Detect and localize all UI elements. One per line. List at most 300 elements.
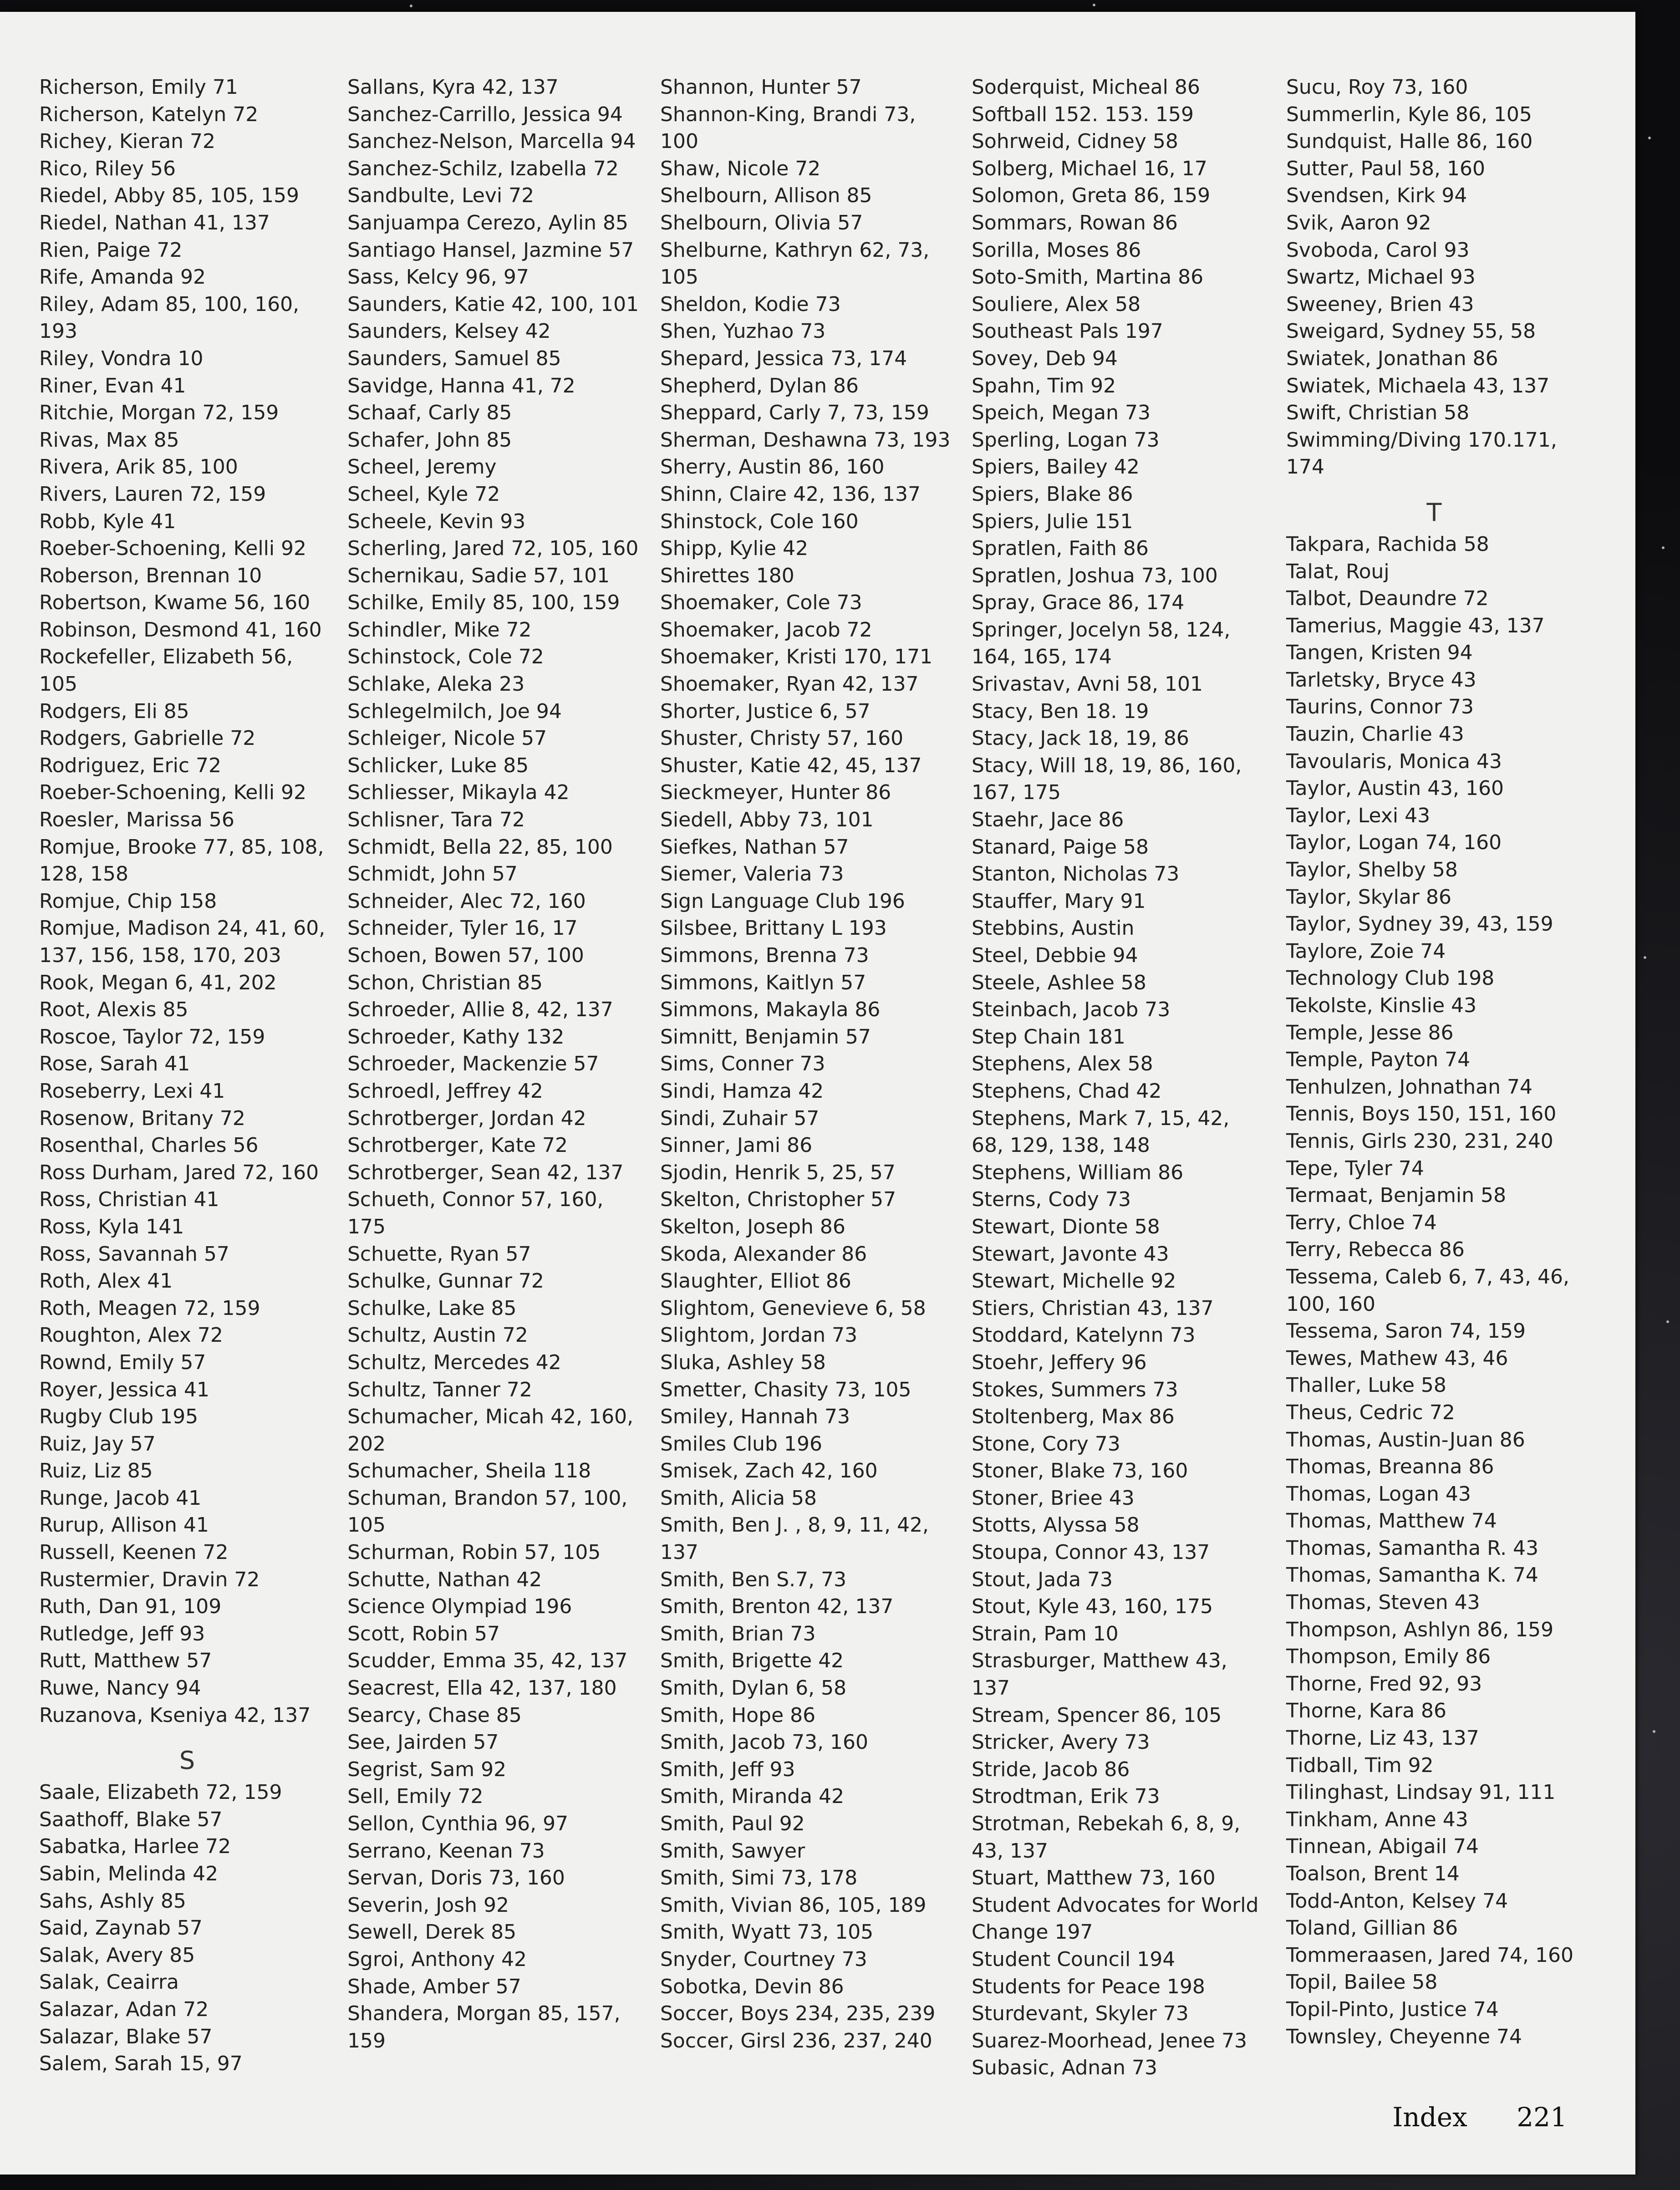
index-entry: Sucu, Roy 73, 160 xyxy=(1286,76,1468,99)
index-entry: Ruiz, Liz 85 xyxy=(39,1459,153,1483)
index-entry: Riley, Adam 85, 100, 160, 193 xyxy=(39,292,300,343)
index-entry: Scott, Robin 57 xyxy=(347,1622,500,1645)
index-entry: Ross, Savannah 57 xyxy=(39,1242,229,1266)
index-entry: Sanchez-Nelson, Marcella 94 xyxy=(347,130,636,153)
index-entry: Roberson, Brennan 10 xyxy=(39,564,262,587)
index-entry: Rosenow, Britany 72 xyxy=(39,1106,245,1130)
index-entry: Shaw, Nicole 72 xyxy=(660,157,821,180)
index-entry: Schroeder, Allie 8, 42, 137 xyxy=(347,998,613,1022)
index-entry: Stacy, Ben 18. 19 xyxy=(972,699,1149,723)
index-entry: Strodtman, Erik 73 xyxy=(972,1785,1160,1808)
index-entry: Smith, Ben J. , 8, 9, 11, 42, 137 xyxy=(660,1513,929,1564)
index-entry: Shirettes 180 xyxy=(660,564,794,587)
index-entry: Saathoff, Blake 57 xyxy=(39,1808,223,1831)
index-entry: Shelbourn, Allison 85 xyxy=(660,184,872,208)
index-entry: Springer, Jocelyn 58, 124, 164, 165, 174 xyxy=(972,618,1231,669)
index-entry: Taylor, Sydney 39, 43, 159 xyxy=(1286,912,1553,936)
index-column-5 xyxy=(1286,74,1582,2050)
index-entry: Scudder, Emma 35, 42, 137 xyxy=(347,1649,628,1673)
index-entry: Smith, Hope 86 xyxy=(660,1703,816,1727)
index-entry: Roughton, Alex 72 xyxy=(39,1324,223,1347)
index-entry: Sutter, Paul 58, 160 xyxy=(1286,157,1486,180)
index-entry: Santiago Hansel, Jazmine 57 xyxy=(347,238,634,262)
index-entry: Riley, Vondra 10 xyxy=(39,346,204,370)
index-entry: Schlegelmilch, Joe 94 xyxy=(347,699,562,723)
index-entry: Shuster, Katie 42, 45, 137 xyxy=(660,754,922,777)
index-entry: Rugby Club 195 xyxy=(39,1405,199,1429)
index-entry: Severin, Josh 92 xyxy=(347,1893,509,1917)
index-entry: Stout, Kyle 43, 160, 175 xyxy=(972,1595,1213,1619)
index-entry: Ross, Kyla 141 xyxy=(39,1215,184,1238)
index-entry: Schliesser, Mikayla 42 xyxy=(347,781,570,805)
index-entry: Sass, Kelcy 96, 97 xyxy=(347,265,529,289)
index-entry: Schoen, Bowen 57, 100 xyxy=(347,944,584,967)
index-entry: Schrotberger, Kate 72 xyxy=(347,1134,568,1157)
index-entry: Smith, Miranda 42 xyxy=(660,1785,845,1808)
index-entry: Terry, Rebecca 86 xyxy=(1286,1238,1465,1262)
index-entry: Rodgers, Gabrielle 72 xyxy=(39,727,256,750)
index-entry: Richerson, Katelyn 72 xyxy=(39,102,259,126)
index-entry: Stephens, William 86 xyxy=(972,1161,1184,1184)
index-entry: Sabin, Melinda 42 xyxy=(39,1862,219,1885)
index-entry: Simmons, Brenna 73 xyxy=(660,944,869,967)
index-entry: Sewell, Derek 85 xyxy=(347,1920,517,1944)
index-entry: Robb, Kyle 41 xyxy=(39,509,176,533)
index-entry: Saale, Elizabeth 72, 159 xyxy=(39,1781,282,1804)
index-entry: Slaughter, Elliot 86 xyxy=(660,1269,851,1293)
index-entry: Shade, Amber 57 xyxy=(347,1975,521,1998)
index-entry: Spratlen, Joshua 73, 100 xyxy=(972,564,1218,587)
index-entry: Russell, Keenen 72 xyxy=(39,1541,229,1564)
index-entry: Schlisner, Tara 72 xyxy=(347,808,525,832)
index-entry: Students for Peace 198 xyxy=(972,1975,1205,1998)
index-entry: Smiles Club 196 xyxy=(660,1432,822,1456)
index-entry: Taylor, Skylar 86 xyxy=(1286,885,1451,909)
index-entry: Shuster, Christy 57, 160 xyxy=(660,727,904,750)
index-entry: Stacy, Will 18, 19, 86, 160, 167, 175 xyxy=(972,754,1242,805)
index-entry: Stephens, Alex 58 xyxy=(972,1052,1153,1076)
index-entry: Schrotberger, Jordan 42 xyxy=(347,1106,586,1130)
index-entry: Thomas, Logan 43 xyxy=(1286,1482,1471,1506)
index-entry: Stebbins, Austin xyxy=(972,917,1135,940)
index-entry: Stephens, Chad 42 xyxy=(972,1079,1162,1103)
index-entry: Ross Durham, Jared 72, 160 xyxy=(39,1161,319,1184)
index-entry: Smith, Wyatt 73, 105 xyxy=(660,1920,874,1944)
index-entry: Said, Zaynab 57 xyxy=(39,1916,203,1940)
index-entry: Stotts, Alyssa 58 xyxy=(972,1513,1140,1537)
index-entry: Riedel, Nathan 41, 137 xyxy=(39,211,270,234)
index-entry: Tavoularis, Monica 43 xyxy=(1286,749,1502,773)
index-entry: Smiley, Hannah 73 xyxy=(660,1405,850,1429)
index-entry: Stricker, Avery 73 xyxy=(972,1731,1150,1754)
index-entry: Tidball, Tim 92 xyxy=(1286,1753,1434,1777)
index-entry: Smisek, Zach 42, 160 xyxy=(660,1459,878,1483)
index-entry: Thomas, Samantha K. 74 xyxy=(1286,1564,1538,1587)
index-entry: Takpara, Rachida 58 xyxy=(1286,532,1489,556)
index-entry: Runge, Jacob 41 xyxy=(39,1486,202,1510)
footer-section-title: Index xyxy=(1392,2102,1467,2133)
index-entry: Sobotka, Devin 86 xyxy=(660,1975,844,1998)
index-entry: Rustermier, Dravin 72 xyxy=(39,1568,260,1591)
index-entry: Rockefeller, Elizabeth 56, 105 xyxy=(39,645,293,696)
index-column-4 xyxy=(972,74,1268,2082)
index-entry: Solberg, Michael 16, 17 xyxy=(972,157,1207,180)
index-entry: Topil, Bailee 58 xyxy=(1286,1971,1438,1994)
index-entry: Sindi, Zuhair 57 xyxy=(660,1106,820,1130)
index-entry: Toland, Gillian 86 xyxy=(1286,1916,1458,1940)
index-entry: Stoehr, Jeffery 96 xyxy=(972,1350,1147,1374)
index-entry: Swimming/Diving 170.171, 174 xyxy=(1286,428,1557,479)
index-entry: Sperling, Logan 73 xyxy=(972,428,1160,452)
index-entry: Sabatka, Harlee 72 xyxy=(39,1835,231,1859)
index-entry: Savidge, Hanna 41, 72 xyxy=(347,374,575,397)
index-entry: See, Jairden 57 xyxy=(347,1731,499,1754)
index-entry: Rutledge, Jeff 93 xyxy=(39,1622,205,1645)
index-entry: Snyder, Courtney 73 xyxy=(660,1947,867,1971)
index-entry: Scheel, Kyle 72 xyxy=(347,482,500,506)
index-entry: Sherman, Deshawna 73, 193 xyxy=(660,428,951,452)
index-entry: Sheppard, Carly 7, 73, 159 xyxy=(660,401,929,425)
index-entry: Stoner, Briee 43 xyxy=(972,1486,1135,1510)
index-entry: Rivera, Arik 85, 100 xyxy=(39,455,238,479)
index-entry: Skelton, Joseph 86 xyxy=(660,1215,845,1238)
index-entry: Smith, Brigette 42 xyxy=(660,1649,844,1673)
index-entry: Servan, Doris 73, 160 xyxy=(347,1866,565,1890)
index-list-s-start xyxy=(39,1779,335,2078)
index-entry: Stone, Cory 73 xyxy=(972,1432,1120,1456)
index-entry: Tamerius, Maggie 43, 137 xyxy=(1286,614,1545,637)
index-entry: Swiatek, Jonathan 86 xyxy=(1286,346,1498,370)
index-entry: Smith, Ben S.7, 73 xyxy=(660,1568,847,1591)
page-number: 221 xyxy=(1517,2102,1567,2133)
index-entry: Siedell, Abby 73, 101 xyxy=(660,808,874,832)
index-list xyxy=(660,74,956,2054)
index-entry: Shannon, Hunter 57 xyxy=(660,76,862,99)
index-list-s-end xyxy=(1286,74,1582,481)
index-entry: Thomas, Matthew 74 xyxy=(1286,1509,1497,1533)
index-entry: Sandbulte, Levi 72 xyxy=(347,184,535,208)
page-footer xyxy=(1392,2102,1567,2133)
index-entry: Royer, Jessica 41 xyxy=(39,1378,209,1401)
index-entry: Schroedl, Jeffrey 42 xyxy=(347,1079,543,1103)
index-entry: Thorne, Liz 43, 137 xyxy=(1286,1727,1479,1750)
index-entry: Skoda, Alexander 86 xyxy=(660,1242,867,1266)
index-entry: Topil-Pinto, Justice 74 xyxy=(1286,1997,1499,2021)
index-entry: Root, Alexis 85 xyxy=(39,998,188,1022)
index-entry: Thompson, Emily 86 xyxy=(1286,1645,1491,1669)
index-entry: Taylor, Lexi 43 xyxy=(1286,804,1431,827)
index-entry: Staehr, Jace 86 xyxy=(972,808,1124,832)
index-entry: Schinstock, Cole 72 xyxy=(347,645,544,669)
index-entry: Ruiz, Jay 57 xyxy=(39,1432,156,1456)
index-entry: Tessema, Saron 74, 159 xyxy=(1286,1319,1526,1343)
index-entry: Schneider, Tyler 16, 17 xyxy=(347,917,578,940)
index-entry: Talat, Rouj xyxy=(1286,560,1390,583)
index-entry: Smith, Paul 92 xyxy=(660,1812,805,1835)
index-entry: Soccer, Girsl 236, 237, 240 xyxy=(660,2029,932,2052)
index-entry: Sieckmeyer, Hunter 86 xyxy=(660,781,891,805)
index-entry: Taurins, Connor 73 xyxy=(1286,695,1474,719)
index-entry: Simmons, Makayla 86 xyxy=(660,998,881,1022)
index-entry: Speich, Megan 73 xyxy=(972,401,1151,425)
index-entry: Riner, Evan 41 xyxy=(39,374,186,397)
index-entry: Sheldon, Kodie 73 xyxy=(660,292,841,316)
index-entry: Smetter, Chasity 73, 105 xyxy=(660,1378,911,1401)
index-entry: Spray, Grace 86, 174 xyxy=(972,591,1185,615)
index-entry: Shinstock, Cole 160 xyxy=(660,509,859,533)
index-entry: Shelburne, Kathryn 62, 73, 105 xyxy=(660,238,930,289)
index-entry: Taylor, Logan 74, 160 xyxy=(1286,831,1502,855)
index-entry: Smith, Jacob 73, 160 xyxy=(660,1731,869,1754)
index-entry: Rownd, Emily 57 xyxy=(39,1350,206,1374)
index-entry: Smith, Brian 73 xyxy=(660,1622,816,1645)
index-entry: Sgroi, Anthony 42 xyxy=(347,1947,527,1971)
index-entry: Shen, Yuzhao 73 xyxy=(660,320,826,343)
index-entry: Schernikau, Sadie 57, 101 xyxy=(347,564,610,587)
index-entry: Sweeney, Brien 43 xyxy=(1286,292,1474,316)
index-entry: Schindler, Mike 72 xyxy=(347,618,532,642)
index-entry: Rien, Paige 72 xyxy=(39,238,183,262)
index-entry: Roth, Meagen 72, 159 xyxy=(39,1296,260,1320)
index-entry: Shinn, Claire 42, 136, 137 xyxy=(660,482,921,506)
index-entry: Smith, Dylan 6, 58 xyxy=(660,1676,847,1700)
index-column-2 xyxy=(347,74,643,2054)
index-entry: Rodgers, Eli 85 xyxy=(39,699,189,723)
index-entry: Thomas, Steven 43 xyxy=(1286,1591,1480,1614)
star xyxy=(1644,956,1646,959)
index-entry: Scherling, Jared 72, 105, 160 xyxy=(347,537,639,560)
index-entry: Schroeder, Mackenzie 57 xyxy=(347,1052,599,1076)
index-entry: Student Advocates for World Change 197 xyxy=(972,1893,1259,1944)
index-entry: Salak, Avery 85 xyxy=(39,1943,195,1967)
index-entry: Schuman, Brandon 57, 100, 105 xyxy=(347,1486,628,1537)
index-entry: Stride, Jacob 86 xyxy=(972,1757,1130,1781)
index-entry: Schulke, Gunnar 72 xyxy=(347,1269,544,1293)
index-entry: Todd-Anton, Kelsey 74 xyxy=(1286,1889,1508,1913)
index-entry: Rosenthal, Charles 56 xyxy=(39,1134,259,1157)
index-entry: Skelton, Christopher 57 xyxy=(660,1188,896,1212)
index-entry: Salazar, Blake 57 xyxy=(39,2025,213,2048)
index-entry: Soccer, Boys 234, 235, 239 xyxy=(660,2002,936,2026)
index-entry: Stewart, Michelle 92 xyxy=(972,1269,1176,1293)
index-entry: Tauzin, Charlie 43 xyxy=(1286,723,1464,746)
index-entry: Spiers, Julie 151 xyxy=(972,509,1133,533)
index-entry: Stout, Jada 73 xyxy=(972,1568,1113,1591)
index-entry: Solomon, Greta 86, 159 xyxy=(972,184,1211,208)
index-entry: Sundquist, Halle 86, 160 xyxy=(1286,130,1533,153)
index-entry: Stewart, Javonte 43 xyxy=(972,1242,1169,1266)
index-entry: Robinson, Desmond 41, 160 xyxy=(39,618,322,642)
index-entry: Steinbach, Jacob 73 xyxy=(972,998,1171,1022)
index-entry: Simmons, Kaitlyn 57 xyxy=(660,971,866,994)
index-entry: Tenhulzen, Johnathan 74 xyxy=(1286,1075,1532,1099)
index-entry: Sims, Conner 73 xyxy=(660,1052,825,1076)
index-entry: Stauffer, Mary 91 xyxy=(972,889,1146,913)
index-entry: Sjodin, Henrik 5, 25, 57 xyxy=(660,1161,896,1184)
index-entry: Sterns, Cody 73 xyxy=(972,1188,1131,1212)
index-entry: Svik, Aaron 92 xyxy=(1286,211,1431,234)
index-entry: Strasburger, Matthew 43, 137 xyxy=(972,1649,1227,1700)
index-entry: Rico, Riley 56 xyxy=(39,157,176,180)
index-entry: Sahs, Ashly 85 xyxy=(39,1889,186,1913)
index-entry: Swartz, Michael 93 xyxy=(1286,265,1476,289)
index-entry: Siemer, Valeria 73 xyxy=(660,862,844,886)
index-entry: Salak, Ceairra xyxy=(39,1971,179,1994)
index-entry: Roesler, Marissa 56 xyxy=(39,808,234,832)
index-list-t xyxy=(1286,531,1582,2050)
index-entry: Tepe, Tyler 74 xyxy=(1286,1156,1424,1180)
index-entry: Sellon, Cynthia 96, 97 xyxy=(347,1812,569,1835)
index-entry: Rutt, Matthew 57 xyxy=(39,1649,212,1673)
index-entry: Stewart, Dionte 58 xyxy=(972,1215,1160,1238)
index-entry: Rife, Amanda 92 xyxy=(39,265,206,289)
index-entry: Smith, Vivian 86, 105, 189 xyxy=(660,1893,927,1917)
index-entry: Segrist, Sam 92 xyxy=(347,1757,507,1781)
index-entry: Sohrweid, Cidney 58 xyxy=(972,130,1178,153)
index-entry: Shepherd, Dylan 86 xyxy=(660,374,859,397)
index-entry: Shepard, Jessica 73, 174 xyxy=(660,346,907,370)
index-entry: Stiers, Christian 43, 137 xyxy=(972,1296,1214,1320)
index-entry: Sweigard, Sydney 55, 58 xyxy=(1286,320,1536,343)
index-entry: Shoemaker, Ryan 42, 137 xyxy=(660,672,919,696)
index-entry: Stokes, Summers 73 xyxy=(972,1378,1178,1401)
index-entry: Saunders, Katie 42, 100, 101 xyxy=(347,292,639,316)
index-entry: Steele, Ashlee 58 xyxy=(972,971,1146,994)
index-entry: Shipp, Kylie 42 xyxy=(660,537,809,560)
index-entry: Spratlen, Faith 86 xyxy=(972,537,1149,560)
index-entry: Thomas, Samantha R. 43 xyxy=(1286,1536,1539,1560)
index-entry: Schutte, Nathan 42 xyxy=(347,1568,542,1591)
index-entry: Townsley, Cheyenne 74 xyxy=(1286,2025,1522,2048)
index-entry: Roscoe, Taylor 72, 159 xyxy=(39,1025,265,1049)
index-entry: Srivastav, Avni 58, 101 xyxy=(972,672,1203,696)
index-entry: Stacy, Jack 18, 19, 86 xyxy=(972,727,1189,750)
index-entry: Temple, Payton 74 xyxy=(1286,1048,1471,1072)
index-entry: Shannon-King, Brandi 73, 100 xyxy=(660,102,916,153)
index-entry: Tarletsky, Bryce 43 xyxy=(1286,668,1476,692)
index-entry: Romjue, Brooke 77, 85, 108, 128, 158 xyxy=(39,835,324,886)
index-entry: Sorilla, Moses 86 xyxy=(972,238,1141,262)
index-entry: Thomas, Austin-Juan 86 xyxy=(1286,1428,1525,1452)
index-entry: Taylor, Shelby 58 xyxy=(1286,858,1458,882)
index-entry: Tinkham, Anne 43 xyxy=(1286,1808,1468,1831)
index-entry: Richey, Kieran 72 xyxy=(39,130,216,153)
index-entry: Schilke, Emily 85, 100, 159 xyxy=(347,591,620,615)
index-entry: Theus, Cedric 72 xyxy=(1286,1401,1455,1424)
index-entry: Romjue, Madison 24, 41, 60, 137, 156, 158, 170, 203 xyxy=(39,917,326,967)
index-entry: Schafer, John 85 xyxy=(347,428,512,452)
star xyxy=(1662,546,1665,549)
index-entry: Shorter, Justice 6, 57 xyxy=(660,699,871,723)
index-entry: Stephens, Mark 7, 15, 42, 68, 129, 138, 148 xyxy=(972,1106,1230,1157)
index-entry: Tennis, Girls 230, 231, 240 xyxy=(1286,1129,1553,1153)
index-entry: Ritchie, Morgan 72, 159 xyxy=(39,401,279,425)
index-entry: Sovey, Deb 94 xyxy=(972,346,1118,370)
index-entry: Ruth, Dan 91, 109 xyxy=(39,1595,222,1619)
index-entry: Svendsen, Kirk 94 xyxy=(1286,184,1467,208)
index-entry: Smith, Alicia 58 xyxy=(660,1486,817,1510)
index-entry: Shoemaker, Cole 73 xyxy=(660,591,862,615)
index-entry: Swiatek, Michaela 43, 137 xyxy=(1286,374,1550,397)
index-entry: Tewes, Mathew 43, 46 xyxy=(1286,1346,1508,1370)
index-entry: Schultz, Mercedes 42 xyxy=(347,1350,561,1374)
index-entry: Thorne, Fred 92, 93 xyxy=(1286,1672,1482,1696)
index-entry: Ross, Christian 41 xyxy=(39,1188,219,1212)
index-entry: Simnitt, Benjamin 57 xyxy=(660,1025,871,1049)
index-entry: Slightom, Genevieve 6, 58 xyxy=(660,1296,926,1320)
index-entry: Stuart, Matthew 73, 160 xyxy=(972,1866,1216,1890)
index-entry: Stoupa, Connor 43, 137 xyxy=(972,1541,1210,1564)
index-entry: Serrano, Keenan 73 xyxy=(347,1839,545,1863)
index-entry: Svoboda, Carol 93 xyxy=(1286,238,1470,262)
index-entry: Romjue, Chip 158 xyxy=(39,889,217,913)
index-entry: Schumacher, Micah 42, 160, 202 xyxy=(347,1405,634,1456)
index-entry: Schneider, Alec 72, 160 xyxy=(347,889,586,913)
index-entry: Schon, Christian 85 xyxy=(347,971,543,994)
index-entry: Sell, Emily 72 xyxy=(347,1785,484,1808)
index-entry: Southeast Pals 197 xyxy=(972,320,1163,343)
index-entry: Robertson, Kwame 56, 160 xyxy=(39,591,311,615)
index-entry: Tessema, Caleb 6, 7, 43, 46, 100, 160 xyxy=(1286,1265,1569,1316)
index-page xyxy=(0,12,1635,2175)
index-entry: Sommars, Rowan 86 xyxy=(972,211,1178,234)
index-entry: Smith, Sawyer xyxy=(660,1839,805,1863)
index-entry: Schuette, Ryan 57 xyxy=(347,1242,531,1266)
index-entry: Soderquist, Micheal 86 xyxy=(972,76,1200,99)
index-entry: Salem, Sarah 15, 97 xyxy=(39,2052,243,2076)
index-entry: Scheele, Kevin 93 xyxy=(347,509,526,533)
index-entry: Schlicker, Luke 85 xyxy=(347,754,529,777)
star xyxy=(1666,1320,1669,1323)
index-entry: Technology Club 198 xyxy=(1286,967,1495,990)
index-entry: Scheel, Jeremy xyxy=(347,455,497,479)
index-entry: Shoemaker, Jacob 72 xyxy=(660,618,872,642)
index-entry: Roth, Alex 41 xyxy=(39,1269,173,1293)
index-entry: Spiers, Bailey 42 xyxy=(972,455,1140,479)
index-entry: Rivas, Max 85 xyxy=(39,428,179,452)
index-entry: Schultz, Austin 72 xyxy=(347,1324,528,1347)
index-list xyxy=(347,74,643,2054)
index-entry: Stoltenberg, Max 86 xyxy=(972,1405,1175,1429)
index-entry: Shandera, Morgan 85, 157, 159 xyxy=(347,2002,621,2052)
index-entry: Riedel, Abby 85, 105, 159 xyxy=(39,184,299,208)
index-entry: Smith, Brenton 42, 137 xyxy=(660,1595,894,1619)
index-entry: Sallans, Kyra 42, 137 xyxy=(347,76,559,99)
index-entry: Sign Language Club 196 xyxy=(660,889,905,913)
index-entry: Salazar, Adan 72 xyxy=(39,1997,209,2021)
index-entry: Taylor, Austin 43, 160 xyxy=(1286,777,1504,800)
index-entry: Suarez-Moorhead, Jenee 73 xyxy=(972,2029,1247,2052)
star xyxy=(1648,137,1651,139)
index-entry: Seacrest, Ella 42, 137, 180 xyxy=(347,1676,617,1700)
index-entry: Sindi, Hamza 42 xyxy=(660,1079,824,1103)
index-entry: Shoemaker, Kristi 170, 171 xyxy=(660,645,933,669)
section-letter-s: S xyxy=(179,1746,195,1775)
star xyxy=(410,5,412,7)
index-entry: Souliere, Alex 58 xyxy=(972,292,1141,316)
index-entry: Soto-Smith, Martina 86 xyxy=(972,265,1204,289)
star xyxy=(1093,4,1095,6)
index-entry: Spahn, Tim 92 xyxy=(972,374,1116,397)
index-entry: Step Chain 181 xyxy=(972,1025,1125,1049)
index-entry: Roeber-Schoening, Kelli 92 xyxy=(39,537,307,560)
index-entry: Science Olympiad 196 xyxy=(347,1595,572,1619)
index-entry: Siefkes, Nathan 57 xyxy=(660,835,849,859)
index-entry: Thompson, Ashlyn 86, 159 xyxy=(1286,1618,1554,1641)
index-entry: Roseberry, Lexi 41 xyxy=(39,1079,225,1103)
index-entry: Subasic, Adnan 73 xyxy=(972,2056,1157,2080)
index-entry: Student Council 194 xyxy=(972,1947,1176,1971)
